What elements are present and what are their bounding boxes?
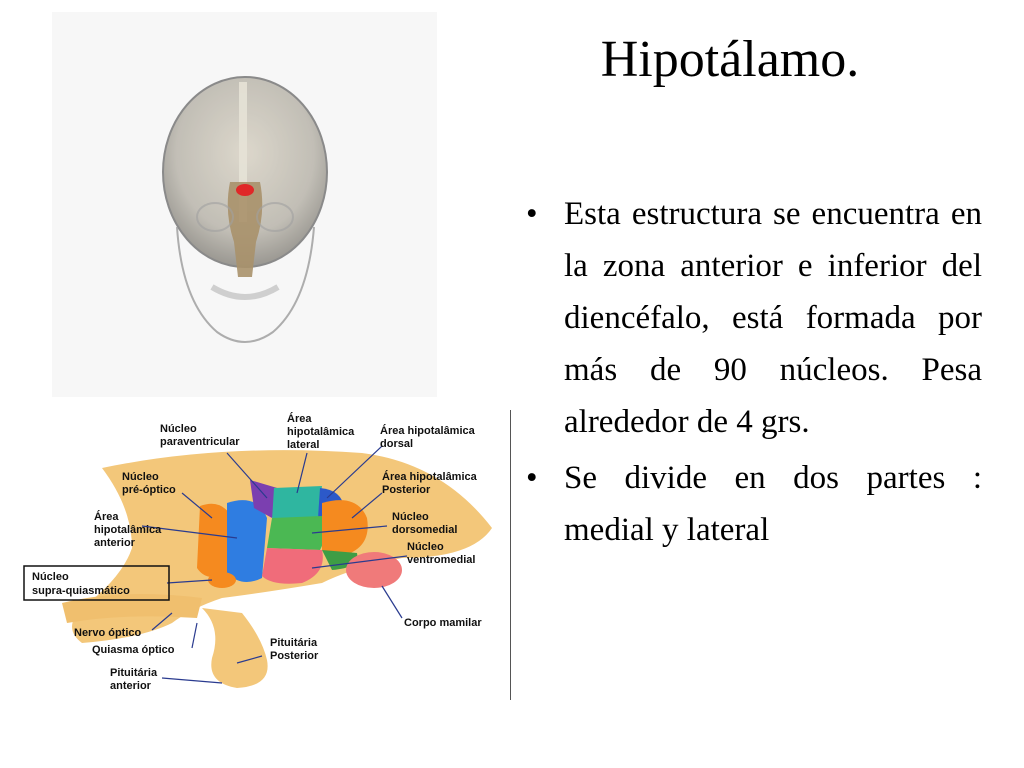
pituitary-stalk [202, 608, 268, 688]
label-dorsal-area: Área hipotalâmica dorsal [380, 425, 475, 450]
slide-title: Hipotálamo. [600, 31, 860, 88]
skull-brain-illustration [52, 12, 437, 397]
label-quiasma-optico: Quiasma óptico [92, 644, 175, 656]
label-ventromedial: Núcleo ventromedial [407, 541, 476, 566]
bullet-item: • Se divide en dos partes : medial y lateral [522, 452, 982, 556]
label-paraventricular: Núcleo paraventricular [160, 423, 240, 448]
label-pituitaria-posterior: Pituitária Posterior [270, 637, 319, 662]
label-lateral-area: Área hipotalâmica lateral [287, 413, 355, 451]
suprachiasmatic-nucleus [208, 572, 236, 588]
label-corpo-mamilar: Corpo mamilar [404, 617, 482, 629]
label-nervo-optico: Nervo óptico [74, 627, 142, 639]
label-suprachiasmatic: Núcleo supra-quiasmático [32, 571, 130, 597]
preoptic-nucleus [197, 504, 232, 577]
bullet-item: • Esta estructura se encuentra en la zona anterior e inferior del diencéfalo, está formada por más de 90 núcleos. Pesa alrededor de 4 grs. [522, 188, 982, 448]
hypothalamus-diagram [22, 408, 512, 700]
bullet-list [522, 188, 982, 560]
label-preoptic: Núcleo pré-óptico [122, 471, 176, 496]
divider-line [510, 410, 511, 700]
label-anterior-area: Área hipotalâmica anterior [94, 511, 162, 549]
label-posterior-area: Área hipotalâmica Posterior [382, 471, 477, 496]
anterior-area [227, 500, 267, 582]
hypothalamus-spot [236, 184, 254, 196]
label-dorsomedial: Núcleo dorsomedial [392, 511, 458, 536]
label-pituitaria-anterior: Pituitária anterior [110, 667, 158, 692]
